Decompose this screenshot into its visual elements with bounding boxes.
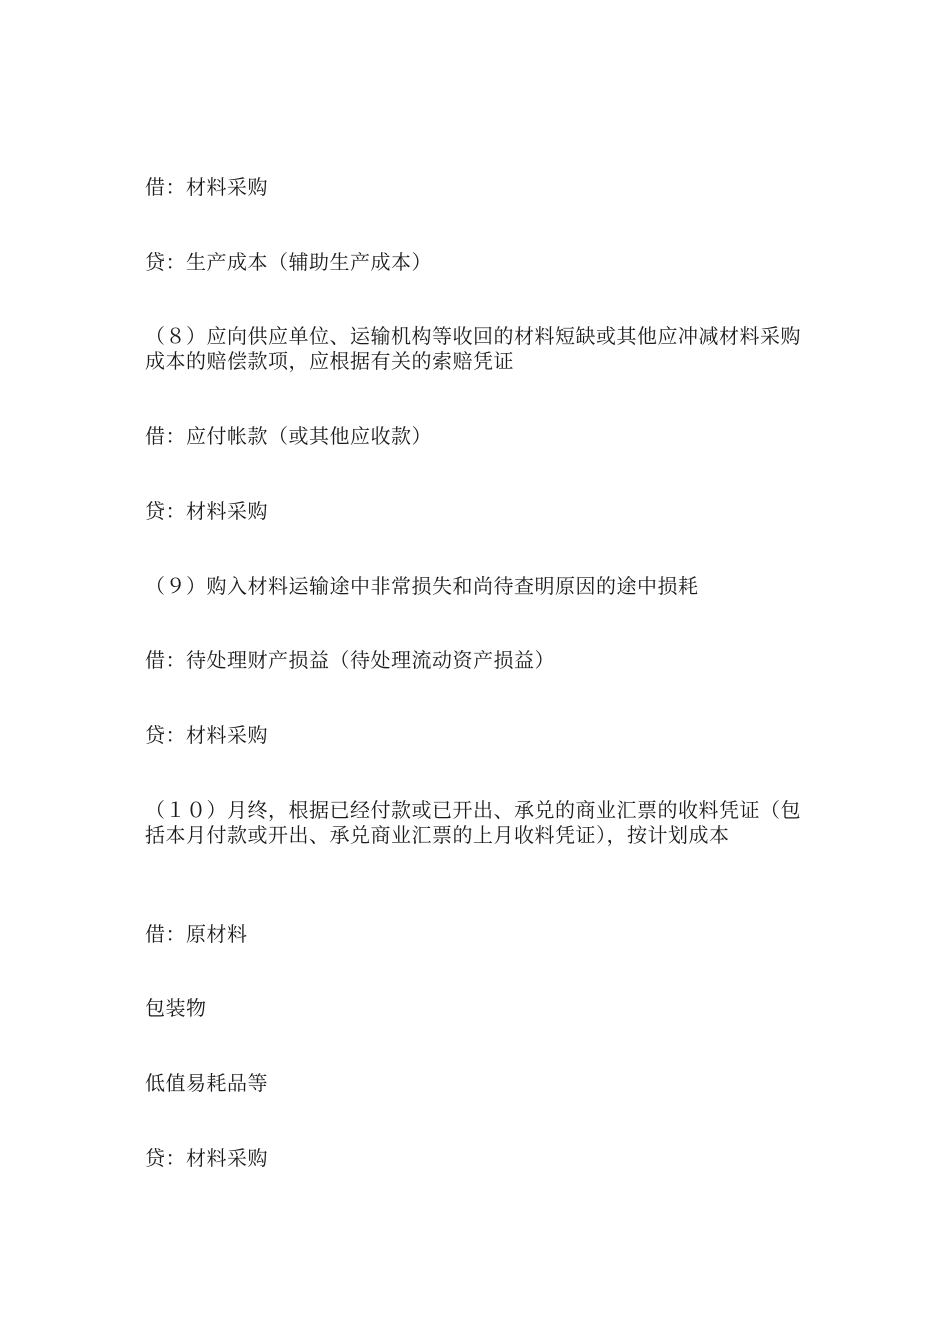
journal-entry-debit: 借：材料采购 (145, 175, 268, 199)
item-9-description: （９）购入材料运输途中非常损失和尚待查明原因的途中损耗 (145, 574, 699, 598)
journal-entry-credit: 贷：材料采购 (145, 723, 268, 747)
journal-entry-credit: 贷：材料采购 (145, 1146, 268, 1170)
journal-entry-debit-line: 低值易耗品等 (145, 1071, 268, 1095)
journal-entry-debit-line: 包装物 (145, 996, 207, 1020)
journal-entry-debit: 借：应付帐款（或其他应收款） (145, 424, 432, 448)
journal-entry-credit: 贷：生产成本（辅助生产成本） (145, 250, 432, 274)
journal-entry-debit: 借：待处理财产损益（待处理流动资产损益） (145, 648, 555, 672)
journal-entry-debit: 借：原材料 (145, 922, 248, 946)
item-8-description: （８）应向供应单位、运输机构等收回的材料短缺或其他应冲减材料采购成本的赔偿款项，应根据有关的索赔凭证 (145, 324, 801, 373)
journal-entry-credit: 贷：材料采购 (145, 499, 268, 523)
item-10-description: （１０）月终，根据已经付款或已开出、承兑的商业汇票的收料凭证（包括本月付款或开出、承兑商业汇票的上月收料凭证），按计划成本 (145, 798, 801, 847)
